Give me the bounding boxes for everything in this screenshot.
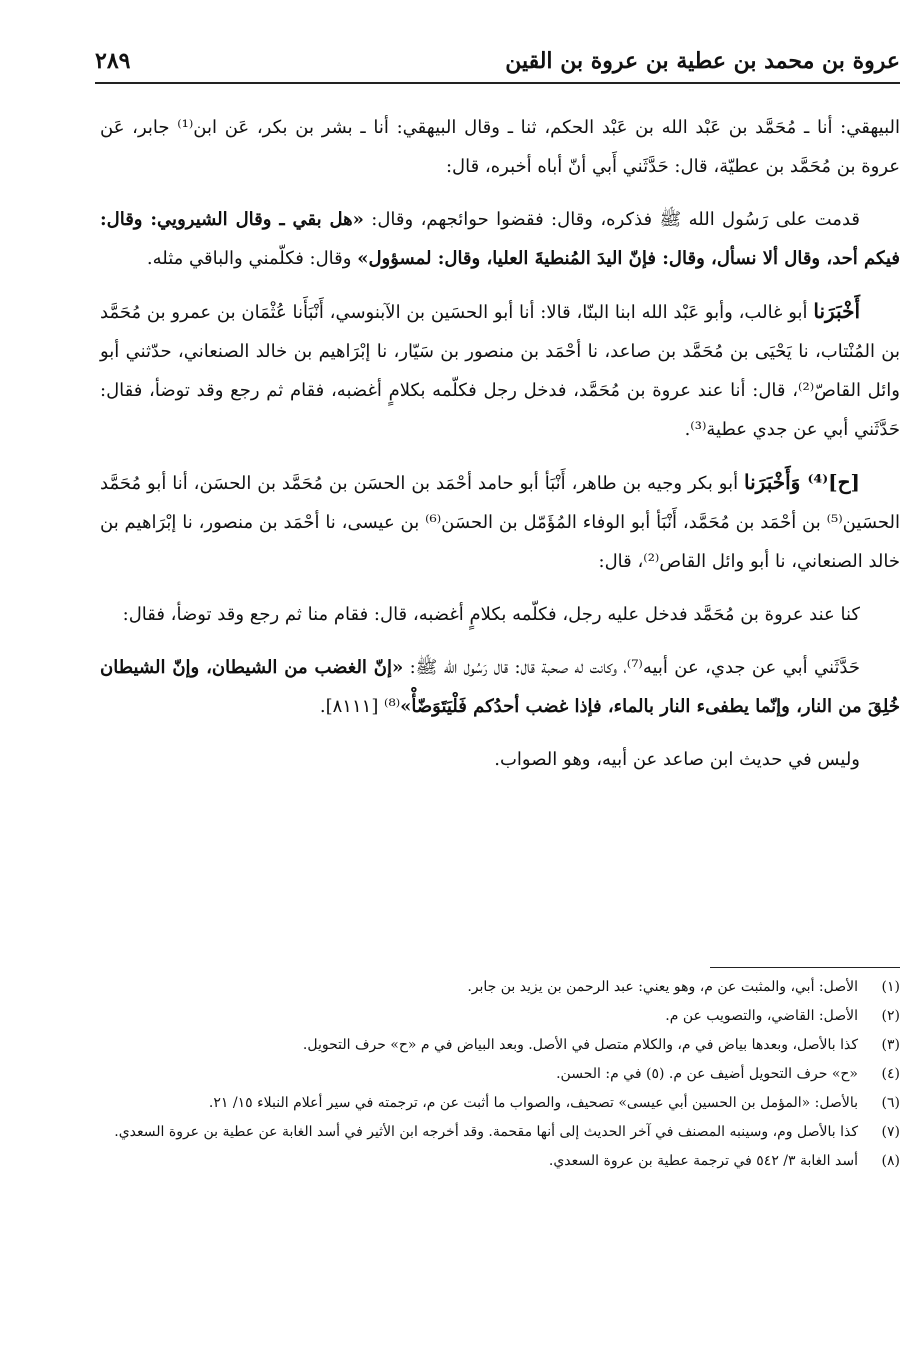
footnote-item [100, 1091, 900, 1116]
hadith-quote-2: «إنّ الغضب من الشيطان، وإنّ الشيطان خُلِقَ من النار، وإنّما يطفىء النار بالماء، فإذا غضب أحدُكم فَلْيَتَوَضّأْ» [100, 657, 900, 717]
paragraph-1: البيهقي: أنا ـ مُحَمَّد بن عَبْد الله بن عَبْد الحكم، ثنا ـ وقال البيهقي: أنا ـ بشر بن بكر، عَن ابن⁽¹⁾ جابر، عَن عروة بن مُحَمَّد بن عطيّة، قال: حَدَّثَني أَبي أنّ أباه أخبره، قال: [100, 117, 901, 177]
footnote-number: (٣) [881, 1037, 900, 1053]
footnote-number: (٦) [881, 1095, 900, 1111]
paragraph-2-text: قدمت على رَسُول الله ﷺ فذكره، وقال: فقضوا حوائجهم، وقال: [363, 209, 860, 230]
paragraph-2-tail: وقال: فكلّمني والباقي مثله. [146, 248, 358, 269]
footnote-item [100, 975, 900, 1000]
footnote-number: (١) [881, 979, 900, 995]
footnote-text: الأصل: أبي، والمثبت عن م، وهو يعني: عبد الرحمن بن يزيد بن جابر. [467, 979, 858, 995]
footnote-item [100, 1120, 900, 1145]
isnad-lead-1: أَخْبَرَنا [813, 299, 860, 323]
paragraph-5: كنا عند عروة بن مُحَمَّد فدخل عليه رجل، فكلّمه بكلامٍ أغضبه، قال: فقام منا ثم رجع وقد توضأ، فقال: [122, 604, 860, 625]
paragraph-6-text: حَدَّثَني أبي عن جدي، عن أبيه⁽⁷⁾، وكانت له صحبة قال: قال رَسُول الله ﷺ: [403, 657, 861, 678]
page-number: ٢٨٩ [95, 48, 131, 74]
footnote-number: (٨) [881, 1153, 900, 1169]
footnote-separator [710, 967, 900, 968]
main-text [100, 108, 900, 793]
paragraph-6 [100, 648, 900, 726]
paragraph-7: وليس في حديث ابن صاعد عن أبيه، وهو الصواب. [494, 749, 860, 770]
paragraph-4-text: أبو بكر وجيه بن طاهر، أَنْبَأ أبو حامد أحْمَد بن الحسَن بن مُحَمَّد بن الحسَن، أنا أبو مُحَمَّد الحسَين⁽⁵⁾ بن أحْمَد بن مُحَمَّد، أَنْبَأ أبو الوفاء المُؤَمّل بن الحسَن⁽⁶⁾ بن عيسى، نا أحْمَد بن منصور، نا إبْرَاهيم بن خالد الصنعاني، نا أبو وائل القاص⁽²⁾، قال: [100, 473, 900, 572]
footnote-text: الأصل: القاضي، والتصويب عن م. [665, 1008, 858, 1024]
isnad-lead-2: [ح]⁽⁴⁾ وَأَخْبَرَنا [744, 470, 861, 494]
footnote-text: بالأصل: «المؤمل بن الحسين أبي عيسى» تصحيف، والصواب ما أثبت عن م، ترجمته في سير أعلام النبلاء ١٥/ ٢١. [208, 1095, 858, 1111]
footnote-number: (٧) [881, 1124, 900, 1140]
footnote-item [100, 1062, 900, 1087]
footnote-item [100, 1004, 900, 1029]
footnote-number: (٤) [881, 1066, 900, 1082]
paragraph-4 [100, 463, 900, 581]
paragraph-3 [100, 292, 900, 449]
footnote-number: (٢) [881, 1008, 900, 1024]
paragraph-6-ref: ⁽⁸⁾ [٨١١١]. [319, 696, 401, 717]
footnote-text: «ح» حرف التحويل أضيف عن م. (٥) في م: الحسن. [556, 1066, 858, 1082]
footnote-text: كذا بالأصل وم، وسينبه المصنف في آخر الحديث إلى أنها مقحمة. وقد أخرجه ابن الأثير في أسد الغابة عن عطية بن عروة السعدي. [114, 1124, 858, 1140]
paragraph-2 [100, 200, 900, 278]
running-header [95, 42, 900, 84]
hadith-quote-1: «هل بقي ـ وقال الشيرويي: وقال: فيكم أحد، وقال ألا نسأل، وقال: فإنّ اليدَ المُنطيةَ العليا، وقال: لمسؤول» [100, 209, 900, 269]
header-title: عروة بن محمد بن عطية بن عروة بن القين [505, 48, 900, 74]
footnotes [100, 975, 900, 1178]
footnote-item [100, 1033, 900, 1058]
footnote-item [100, 1149, 900, 1174]
footnote-text: أسد الغابة ٣/ ٥٤٢ في ترجمة عطية بن عروة السعدي. [548, 1153, 858, 1169]
paragraph-3-text: أبو غالب، وأبو عَبْد الله ابنا البنّا، قالا: أنا أبو الحسَين بن الآبنوسي، أَنْبَأَنا عُثْمَان بن عمرو بن مُحَمَّد بن المُنْتاب، نا يَحْيَى بن مُحَمَّد بن صاعد، نا أحْمَد بن منصور بن سَيّار، نا إبْرَاهيم بن خالد الصنعاني، حدّثني أبو وائل القاصّ⁽²⁾، قال: أنا عند عروة بن مُحَمَّد، فدخل رجل فكلّمه بكلامٍ أغضبه، فقام ثم رجع وقد توضأ، فقال: حَدَّثَني أبي عن جدي عطية⁽³⁾. [100, 302, 900, 440]
footnote-text: كذا بالأصل، وبعدها بياض في م، والكلام متصل في الأصل. وبعد البياض في م «ح» حرف التحويل. [302, 1037, 858, 1053]
